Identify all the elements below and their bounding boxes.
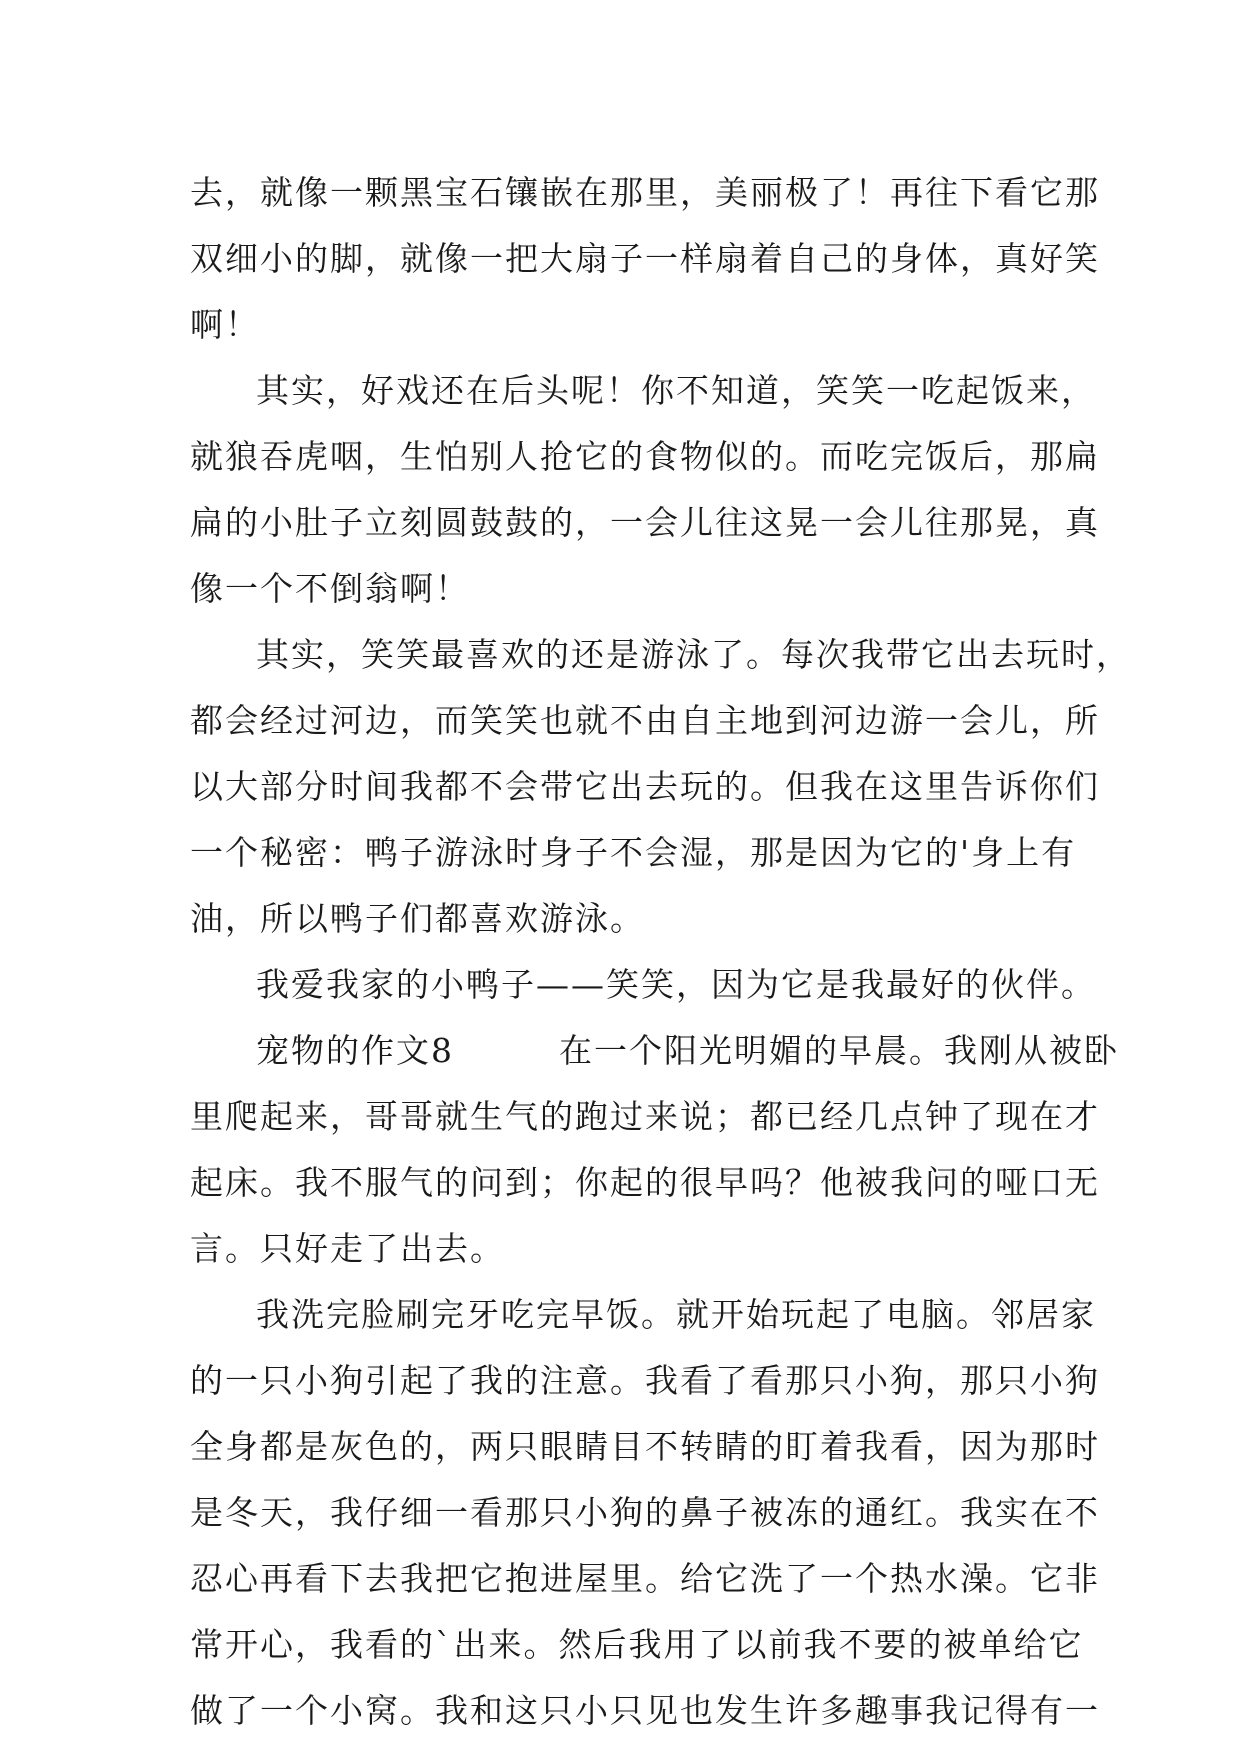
- text-line: 言。只好走了出去。: [190, 1229, 505, 1268]
- text-line: 我洗完脸刷完牙吃完早饭。就开始玩起了电脑。邻居家: [256, 1295, 1096, 1334]
- text-line: 起床。我不服气的问到；你起的很早吗？他被我问的哑口无: [190, 1163, 1100, 1202]
- text-line: 忍心再看下去我把它抱进屋里。给它洗了一个热水澡。它非: [190, 1559, 1100, 1598]
- text-line: 一个秘密：鸭子游泳时身子不会湿，那是因为它的'身上有: [190, 833, 1077, 872]
- text-line: 是冬天，我仔细一看那只小狗的鼻子被冻的通红。我实在不: [190, 1493, 1100, 1532]
- text-line: 的一只小狗引起了我的注意。我看了看那只小狗，那只小狗: [190, 1361, 1100, 1400]
- text-line: 油，所以鸭子们都喜欢游泳。: [190, 899, 645, 938]
- text-line: 其实，好戏还在后头呢！你不知道，笑笑一吃起饭来，: [256, 371, 1096, 410]
- text-line: 做了一个小窝。我和这只小只见也发生许多趣事我记得有一: [190, 1691, 1100, 1730]
- text-line: 双细小的脚，就像一把大扇子一样扇着自己的身体，真好笑: [190, 239, 1100, 278]
- text-line: 以大部分时间我都不会带它出去玩的。但我在这里告诉你们: [190, 767, 1100, 806]
- text-line: 去，就像一颗黑宝石镶嵌在那里，美丽极了！再往下看它那: [190, 173, 1100, 212]
- text-line: 里爬起来，哥哥就生气的跑过来说；都已经几点钟了现在才: [190, 1097, 1100, 1136]
- text-line: 都会经过河边，而笑笑也就不由自主地到河边游一会儿，所: [190, 701, 1100, 740]
- text-line: 全身都是灰色的，两只眼睛目不转睛的盯着我看，因为那时: [190, 1427, 1100, 1466]
- text-line: 其实，笑笑最喜欢的还是游泳了。每次我带它出去玩时，: [256, 635, 1131, 674]
- text-line: 常开心，我看的`出来。然后我用了以前我不要的被单给它: [190, 1625, 1084, 1664]
- text-line: 扁的小肚子立刻圆鼓鼓的，一会儿往这晃一会儿往那晃，真: [190, 503, 1100, 542]
- text-line: 我爱我家的小鸭子——笑笑，因为它是我最好的伙伴。: [256, 965, 1096, 1004]
- text-line: 啊！: [190, 305, 260, 344]
- text-line: 像一个不倒翁啊！: [190, 569, 470, 608]
- text-line: 就狼吞虎咽，生怕别人抢它的食物似的。而吃完饭后，那扁: [190, 437, 1100, 476]
- text-line: 宠物的作文8 在一个阳光明媚的早晨。我刚从被卧: [256, 1031, 1119, 1070]
- document-body: [190, 160, 1131, 1744]
